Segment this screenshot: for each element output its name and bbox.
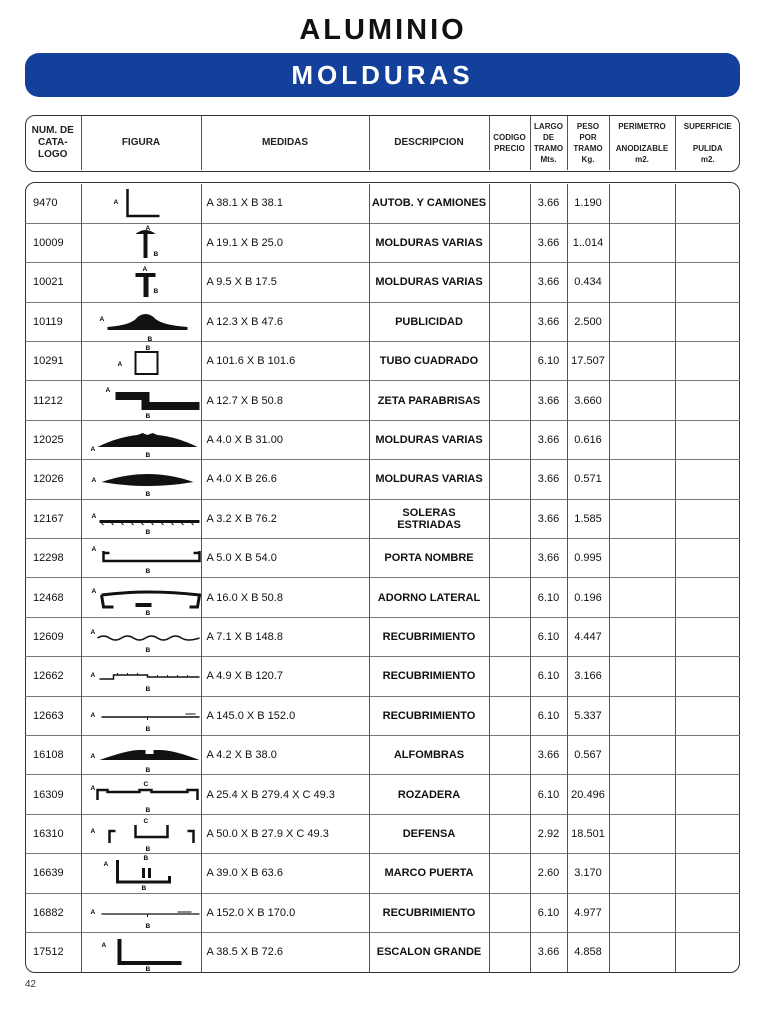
description-cell: SOLERAS ESTRIADAS	[369, 499, 489, 538]
profile-figure	[81, 460, 201, 499]
measures-cell: A 101.6 X B 101.6	[201, 342, 369, 381]
svg-text:B: B	[145, 725, 150, 733]
description-cell: AUTOB. Y CAMIONES	[369, 184, 489, 223]
table-row	[25, 539, 740, 578]
price-code-cell	[489, 617, 530, 656]
svg-text:A: A	[90, 753, 95, 761]
weight-cell: 0.196	[567, 578, 609, 617]
catalog-number: 16309	[25, 775, 81, 814]
description-cell: RECUBRIMIENTO	[369, 617, 489, 656]
catalog-number: 12025	[25, 420, 81, 459]
catalog-number: 12026	[25, 460, 81, 499]
weight-cell: 0.995	[567, 539, 609, 578]
svg-text:B: B	[145, 966, 150, 972]
col-perimeter: PERIMETRO ANODIZABLE m2.	[609, 116, 675, 170]
angle-profile-icon	[82, 184, 202, 222]
measures-cell: A 3.2 X B 76.2	[201, 499, 369, 538]
svg-text:B: B	[145, 767, 150, 775]
price-code-cell	[489, 696, 530, 735]
surface-cell	[675, 539, 740, 578]
ribbed-strip-icon	[82, 421, 202, 459]
length-cell: 3.66	[530, 184, 567, 223]
table-row	[25, 854, 740, 893]
z-profile-icon	[82, 382, 202, 420]
perimeter-cell	[609, 814, 675, 853]
length-cell: 3.66	[530, 499, 567, 538]
surface-cell	[675, 499, 740, 538]
price-code-cell	[489, 302, 530, 341]
description-cell: MARCO PUERTA	[369, 854, 489, 893]
svg-text:A: A	[90, 784, 95, 792]
description-cell: DEFENSA	[369, 814, 489, 853]
weight-cell: 0.434	[567, 263, 609, 302]
perimeter-cell	[609, 696, 675, 735]
svg-text:B: B	[145, 568, 150, 576]
measures-cell: A 9.5 X B 17.5	[201, 263, 369, 302]
perimeter-cell	[609, 223, 675, 262]
catalog-number: 16108	[25, 735, 81, 774]
profile-figure	[81, 184, 201, 223]
curved-channel-icon	[82, 579, 202, 617]
measures-cell: A 16.0 X B 50.8	[201, 578, 369, 617]
length-cell: 6.10	[530, 617, 567, 656]
table-row	[25, 420, 740, 459]
profile-figure	[81, 775, 201, 814]
svg-text:B: B	[145, 609, 150, 617]
measures-cell: A 38.1 X B 38.1	[201, 184, 369, 223]
weight-cell: 17.507	[567, 342, 609, 381]
table-row	[25, 578, 740, 617]
profile-figure	[81, 854, 201, 893]
profile-figure	[81, 263, 201, 302]
svg-text:B: B	[145, 452, 150, 460]
table-row	[25, 814, 740, 853]
measures-cell: A 39.0 X B 63.6	[201, 854, 369, 893]
price-code-cell	[489, 539, 530, 578]
table-row	[25, 381, 740, 420]
svg-text:B: B	[145, 646, 150, 654]
surface-cell	[675, 893, 740, 932]
svg-text:A: A	[91, 512, 96, 520]
description-cell: ROZADERA	[369, 775, 489, 814]
length-cell: 6.10	[530, 696, 567, 735]
perimeter-cell	[609, 539, 675, 578]
col-length: LARGO DE TRAMO Mts.	[530, 116, 567, 170]
description-cell: RECUBRIMIENTO	[369, 657, 489, 696]
description-cell: RECUBRIMIENTO	[369, 696, 489, 735]
catalog-number: 9470	[33, 197, 58, 210]
catalog-number: 17512	[25, 932, 81, 971]
table-row	[25, 696, 740, 735]
profile-figure	[81, 893, 201, 932]
catalog-number: 12662	[25, 657, 81, 696]
length-cell: 3.66	[530, 223, 567, 262]
col-catalog: NUM. DE CATA- LOGO	[31, 125, 74, 160]
weight-cell: 2.500	[567, 302, 609, 341]
profile-figure	[81, 302, 201, 341]
svg-text:B: B	[145, 491, 150, 499]
column-header	[25, 116, 740, 170]
svg-text:A: A	[91, 587, 96, 595]
surface-cell	[675, 696, 740, 735]
catalog-number: 12468	[25, 578, 81, 617]
table-row	[25, 657, 740, 696]
profile-figure	[81, 381, 201, 420]
price-code-cell	[489, 893, 530, 932]
description-cell: MOLDURAS VARIAS	[369, 460, 489, 499]
price-code-cell	[489, 854, 530, 893]
surface-cell	[675, 184, 740, 223]
measures-cell: A 4.2 X B 38.0	[201, 735, 369, 774]
col-figure: FIGURA	[81, 116, 201, 170]
surface-cell	[675, 657, 740, 696]
weight-cell: 1.585	[567, 499, 609, 538]
profile-figure	[81, 696, 201, 735]
length-cell: 6.10	[530, 893, 567, 932]
svg-text:A: A	[101, 942, 106, 950]
perimeter-cell	[609, 184, 675, 223]
price-code-cell	[489, 499, 530, 538]
length-cell: 6.10	[530, 578, 567, 617]
measures-cell: A 5.0 X B 54.0	[201, 539, 369, 578]
weight-cell: 0.616	[567, 420, 609, 459]
catalog-number: 16882	[25, 893, 81, 932]
wave-profile-icon	[82, 303, 202, 341]
table-row	[25, 499, 740, 538]
col-price-code: CODIGO PRECIO	[489, 116, 530, 170]
catalog-number: 10009	[25, 223, 81, 262]
length-cell: 6.10	[530, 775, 567, 814]
price-code-cell	[489, 263, 530, 302]
perimeter-cell	[609, 342, 675, 381]
catalog-number: 10021	[25, 263, 81, 302]
svg-text:A: A	[105, 386, 110, 394]
profile-figure	[81, 617, 201, 656]
svg-text:B: B	[153, 251, 158, 259]
description-cell: TUBO CUADRADO	[369, 342, 489, 381]
surface-cell	[675, 302, 740, 341]
svg-text:B: B	[153, 288, 158, 296]
col-surface: SUPERFICIE PULIDA m2.	[675, 116, 740, 170]
surface-cell	[675, 342, 740, 381]
svg-text:B: B	[145, 845, 150, 853]
price-code-cell	[489, 932, 530, 971]
price-code-cell	[489, 420, 530, 459]
page-title: ALUMINIO	[299, 14, 467, 46]
price-code-cell	[489, 814, 530, 853]
svg-text:B: B	[145, 686, 150, 694]
col-description: DESCRIPCION	[369, 116, 489, 170]
measures-cell: A 4.9 X B 120.7	[201, 657, 369, 696]
weight-cell: 3.170	[567, 854, 609, 893]
catalog-number: 12298	[25, 539, 81, 578]
perimeter-cell	[609, 893, 675, 932]
measures-cell: A 50.0 X B 27.9 X C 49.3	[201, 814, 369, 853]
measures-cell: A 152.0 X B 170.0	[201, 893, 369, 932]
catalog-number: 16639	[25, 854, 81, 893]
svg-text:B: B	[143, 855, 148, 863]
perimeter-cell	[609, 775, 675, 814]
thin-cover-icon	[82, 894, 202, 932]
price-code-cell	[489, 775, 530, 814]
profile-figure	[81, 539, 201, 578]
measures-cell: A 38.5 X B 72.6	[201, 932, 369, 971]
flat-cover-icon	[82, 697, 202, 735]
svg-text:A: A	[117, 361, 122, 369]
wavy-cover-icon	[82, 618, 202, 656]
measures-cell: A 12.7 X B 50.8	[201, 381, 369, 420]
svg-text:A: A	[99, 315, 104, 323]
svg-text:A: A	[91, 477, 96, 485]
length-cell: 3.66	[530, 263, 567, 302]
profile-figure	[81, 420, 201, 459]
table-row	[25, 932, 740, 971]
catalog-number: 12167	[25, 499, 81, 538]
weight-cell: 0.571	[567, 460, 609, 499]
catalog-number: 10291	[25, 342, 81, 381]
table-row	[25, 460, 740, 499]
length-cell: 3.66	[530, 381, 567, 420]
measures-cell: A 4.0 X B 26.6	[201, 460, 369, 499]
length-cell: 6.10	[530, 657, 567, 696]
weight-cell: 18.501	[567, 814, 609, 853]
table-row	[25, 302, 740, 341]
surface-cell	[675, 420, 740, 459]
stepped-cover-icon	[82, 657, 202, 695]
carpet-strip-icon	[82, 736, 202, 774]
section-banner	[25, 53, 740, 97]
svg-text:A: A	[142, 266, 147, 274]
weight-cell: 1..014	[567, 223, 609, 262]
t-profile-icon	[82, 263, 202, 301]
perimeter-cell	[609, 617, 675, 656]
svg-text:B: B	[147, 335, 152, 341]
svg-text:C: C	[143, 780, 148, 788]
table-row	[25, 775, 740, 814]
profile-figure	[81, 735, 201, 774]
surface-cell	[675, 263, 740, 302]
lens-strip-icon	[82, 460, 202, 498]
measures-cell: A 19.1 X B 25.0	[201, 223, 369, 262]
svg-text:A: A	[90, 711, 95, 719]
surface-cell	[675, 578, 740, 617]
surface-cell	[675, 460, 740, 499]
price-code-cell	[489, 223, 530, 262]
door-frame-icon	[82, 854, 202, 892]
bumper-profile-icon	[82, 815, 202, 853]
surface-cell	[675, 814, 740, 853]
length-cell: 3.66	[530, 539, 567, 578]
svg-text:A: A	[113, 199, 118, 207]
svg-text:C: C	[143, 817, 148, 825]
perimeter-cell	[609, 302, 675, 341]
description-cell: MOLDURAS VARIAS	[369, 263, 489, 302]
length-cell: 3.66	[530, 735, 567, 774]
weight-cell: 3.660	[567, 381, 609, 420]
catalog-number: 11212	[25, 381, 81, 420]
perimeter-cell	[609, 932, 675, 971]
perimeter-cell	[609, 460, 675, 499]
measures-cell: A 25.4 X B 279.4 X C 49.3	[201, 775, 369, 814]
length-cell: 3.66	[530, 302, 567, 341]
profile-figure	[81, 657, 201, 696]
price-code-cell	[489, 460, 530, 499]
profile-figure	[81, 342, 201, 381]
perimeter-cell	[609, 499, 675, 538]
price-code-cell	[489, 735, 530, 774]
col-measures: MEDIDAS	[201, 116, 369, 170]
profile-figure	[81, 932, 201, 971]
svg-text:B: B	[145, 412, 150, 420]
description-cell: ADORNO LATERAL	[369, 578, 489, 617]
length-cell: 6.10	[530, 342, 567, 381]
table-row	[25, 342, 740, 381]
catalog-number: 12609	[25, 617, 81, 656]
channel-holder-icon	[82, 539, 202, 577]
weight-cell: 3.166	[567, 657, 609, 696]
price-code-cell	[489, 381, 530, 420]
surface-cell	[675, 735, 740, 774]
description-cell: ALFOMBRAS	[369, 735, 489, 774]
t-dome-profile-icon	[82, 224, 202, 262]
svg-text:A: A	[90, 672, 95, 680]
profile-figure	[81, 814, 201, 853]
price-code-cell	[489, 342, 530, 381]
description-cell: PUBLICIDAD	[369, 302, 489, 341]
svg-text:B: B	[145, 528, 150, 536]
surface-cell	[675, 617, 740, 656]
weight-cell: 4.977	[567, 893, 609, 932]
table-row	[25, 223, 740, 262]
weight-cell: 5.337	[567, 696, 609, 735]
rub-rail-icon	[82, 776, 202, 814]
price-code-cell	[489, 184, 530, 223]
surface-cell	[675, 854, 740, 893]
table-row	[25, 893, 740, 932]
length-cell: 3.66	[530, 932, 567, 971]
weight-cell: 20.496	[567, 775, 609, 814]
svg-text:B: B	[145, 345, 150, 353]
svg-text:A: A	[90, 908, 95, 916]
perimeter-cell	[609, 657, 675, 696]
catalog-number: 16310	[25, 814, 81, 853]
description-cell: PORTA NOMBRE	[369, 539, 489, 578]
table-row	[25, 263, 740, 302]
price-code-cell	[489, 578, 530, 617]
svg-text:B: B	[145, 922, 150, 930]
surface-cell	[675, 932, 740, 971]
table-row	[25, 184, 740, 223]
square-tube-icon	[82, 342, 202, 380]
length-cell: 2.92	[530, 814, 567, 853]
measures-cell: A 145.0 X B 152.0	[201, 696, 369, 735]
table-row	[25, 735, 740, 774]
description-cell: ESCALON GRANDE	[369, 932, 489, 971]
banner-label: MOLDURAS	[291, 60, 474, 90]
perimeter-cell	[609, 578, 675, 617]
perimeter-cell	[609, 735, 675, 774]
col-weight: PESO POR TRAMO Kg.	[567, 116, 609, 170]
profile-figure	[81, 499, 201, 538]
measures-cell: A 7.1 X B 148.8	[201, 617, 369, 656]
description-cell: MOLDURAS VARIAS	[369, 223, 489, 262]
svg-text:B: B	[141, 885, 146, 893]
table-row	[25, 617, 740, 656]
perimeter-cell	[609, 263, 675, 302]
svg-text:A: A	[91, 546, 96, 554]
svg-text:A: A	[103, 861, 108, 869]
grooved-flat-icon	[82, 500, 202, 538]
surface-cell	[675, 223, 740, 262]
profile-figure	[81, 578, 201, 617]
perimeter-cell	[609, 854, 675, 893]
perimeter-cell	[609, 420, 675, 459]
page-number: 42	[25, 979, 37, 990]
svg-text:A: A	[90, 446, 95, 454]
weight-cell: 4.858	[567, 932, 609, 971]
svg-text:A: A	[90, 628, 95, 636]
length-cell: 3.66	[530, 460, 567, 499]
surface-cell	[675, 381, 740, 420]
svg-text:A: A	[145, 225, 150, 233]
step-profile-icon	[82, 933, 202, 971]
perimeter-cell	[609, 381, 675, 420]
description-cell: RECUBRIMIENTO	[369, 893, 489, 932]
surface-cell	[675, 775, 740, 814]
measures-cell: A 12.3 X B 47.6	[201, 302, 369, 341]
description-cell: MOLDURAS VARIAS	[369, 420, 489, 459]
weight-cell: 4.447	[567, 617, 609, 656]
length-cell: 2.60	[530, 854, 567, 893]
catalog-table	[25, 184, 740, 972]
description-cell: ZETA PARABRISAS	[369, 381, 489, 420]
catalog-number: 10119	[25, 302, 81, 341]
profile-figure	[81, 223, 201, 262]
weight-cell: 1.190	[567, 184, 609, 223]
svg-text:A: A	[90, 827, 95, 835]
svg-text:B: B	[145, 806, 150, 814]
catalog-number: 12663	[25, 696, 81, 735]
length-cell: 3.66	[530, 420, 567, 459]
weight-cell: 0.567	[567, 735, 609, 774]
price-code-cell	[489, 657, 530, 696]
measures-cell: A 4.0 X B 31.00	[201, 420, 369, 459]
